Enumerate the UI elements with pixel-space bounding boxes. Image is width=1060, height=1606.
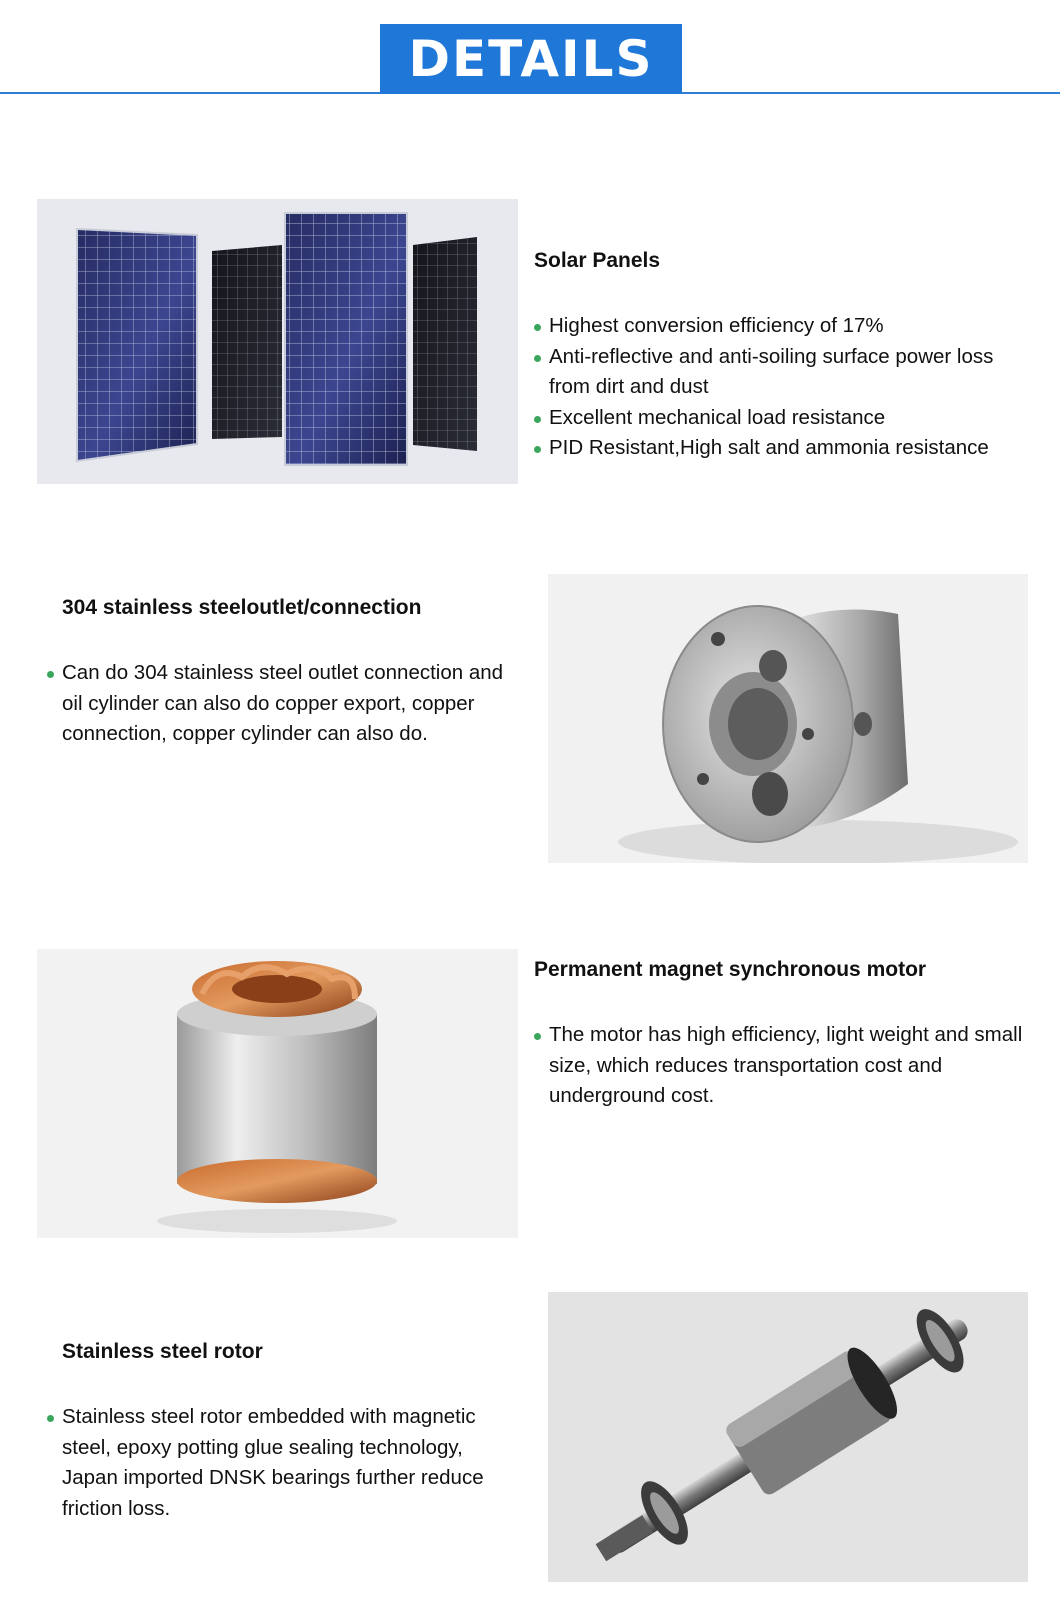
bullet-dot-icon xyxy=(534,416,541,423)
section-title: Permanent magnet synchronous motor xyxy=(534,958,927,981)
section-title: 304 stainless steeloutlet/connection xyxy=(62,596,422,619)
motor-stator-image xyxy=(37,949,518,1238)
stainless-outlet-image xyxy=(548,574,1028,863)
motor-text xyxy=(534,958,1034,1112)
header-banner xyxy=(380,24,682,94)
bullet-dot-icon xyxy=(534,1033,541,1040)
bullet-dot-icon xyxy=(534,355,541,362)
section-title: Stainless steel rotor xyxy=(62,1340,263,1363)
solar-panels-image xyxy=(37,199,518,484)
bullet-list xyxy=(534,311,1034,464)
bullet-item: PID Resistant,High salt and ammonia resistance xyxy=(534,433,1034,464)
rotor-text xyxy=(47,1340,497,1524)
bullet-list xyxy=(47,1402,497,1524)
section-title: Solar Panels xyxy=(534,249,661,272)
page-title: DETAILS xyxy=(408,30,654,88)
bullet-item: Anti-reflective and anti-soiling surface power loss from dirt and dust xyxy=(534,342,1034,403)
rotor-image xyxy=(548,1292,1028,1582)
bullet-dot-icon xyxy=(47,1415,54,1422)
bullet-item: Stainless steel rotor embedded with magnetic steel, epoxy potting glue sealing technology, Japan imported DNSK bearings further reduce friction loss. xyxy=(47,1402,497,1524)
bullet-item: Can do 304 stainless steel outlet connection and oil cylinder can also do copper export, copper connection, copper cylinder can also do. xyxy=(47,658,507,750)
bullet-item: The motor has high efficiency, light weight and small size, which reduces transportation cost and underground cost. xyxy=(534,1020,1034,1112)
stainless-outlet-text xyxy=(47,596,507,750)
solar-panels-text xyxy=(534,249,1034,464)
bullet-dot-icon xyxy=(47,671,54,678)
bullet-item: Excellent mechanical load resistance xyxy=(534,403,1034,434)
bullet-list xyxy=(47,658,507,750)
bullet-item: Highest conversion efficiency of 17% xyxy=(534,311,1034,342)
bullet-list xyxy=(534,1020,1034,1112)
bullet-dot-icon xyxy=(534,324,541,331)
bullet-dot-icon xyxy=(534,446,541,453)
